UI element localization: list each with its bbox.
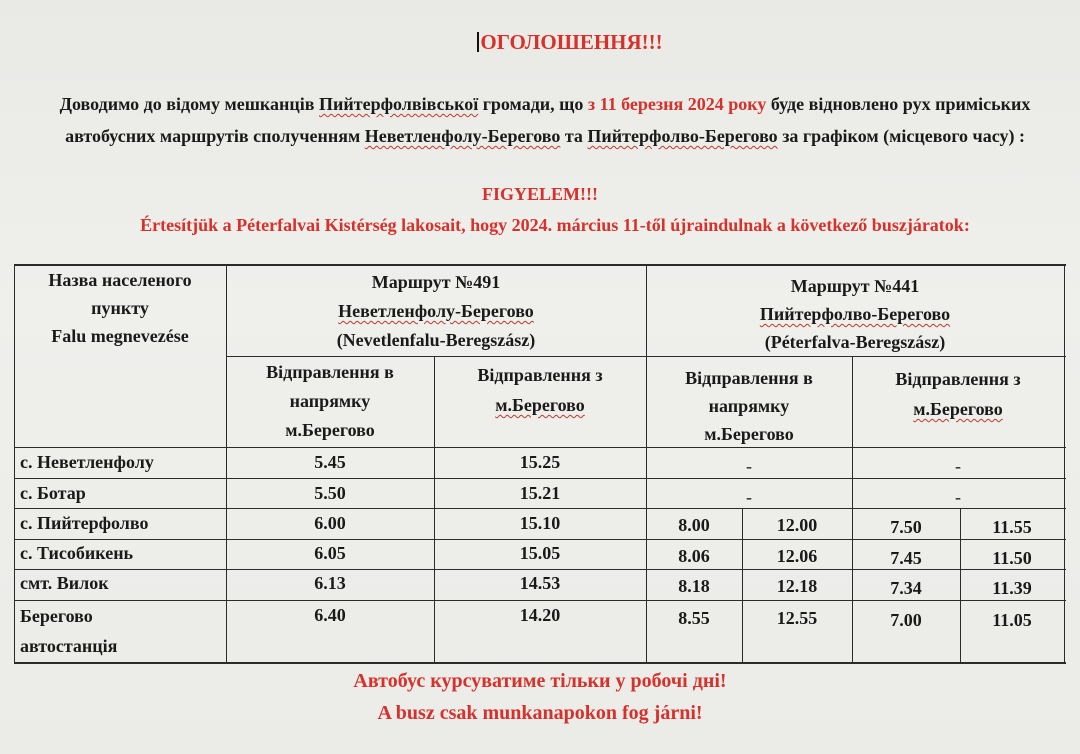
announcement-title: ОГОЛОШЕННЯ!!! <box>440 30 700 55</box>
r441-to-b: 12.06 <box>776 546 818 566</box>
start-date: з 11 березня 2024 року <box>587 94 767 114</box>
r491-to-header: Відправлення в напрямку м.Берегово <box>266 362 394 440</box>
row-name: Берегово автостанція <box>20 606 118 656</box>
r441-to-b: 12.18 <box>776 576 818 596</box>
r441-to-dash: - <box>746 487 752 507</box>
row-name: с. Пийтерфолво <box>20 513 149 533</box>
intro-paragraph: Доводимо до відому мешканців Пийтерфолвівської громади, що з 11 березня 2024 року буде відновлено рух приміських автобусних маршрутів сполученням Неветленфолу-Берегово та Пийтерфолво-Берегово за графіком (місцевого часу) : <box>59 94 1031 146</box>
r441-from-a: 7.50 <box>890 517 922 537</box>
route-441-header: Маршрут №441 Пийтерфолво-Берегово (Péterfalva-Beregszász) <box>759 276 951 352</box>
hu-title: FIGYELEM!!! <box>482 184 598 204</box>
r491-to: 5.50 <box>314 483 346 503</box>
r491-from: 15.25 <box>519 452 561 472</box>
community-name: Пийтерфолвівської <box>319 94 479 114</box>
r441-from-dash: - <box>955 456 961 476</box>
r441-to-a: 8.55 <box>678 608 710 628</box>
route-a-name: Неветленфолу-Берегово <box>364 126 561 146</box>
settlement-column-header: Назва населеного пункту Falu megnevezése <box>48 270 192 346</box>
r491-to: 6.13 <box>314 573 346 593</box>
r441-to-a: 8.06 <box>678 546 710 566</box>
hu-paragraph: Értesítjük a Péterfalvai Kistérség lakosait, hogy 2024. március 11-től újraindulnak a következő buszjáratok: <box>140 215 970 235</box>
r441-to-header: Відправлення в напрямку м.Берегово <box>685 368 813 444</box>
r491-to: 6.05 <box>314 543 346 563</box>
row-name: с. Тисобикень <box>20 543 134 563</box>
r441-from-a: 7.34 <box>890 578 922 598</box>
r441-from-b: 11.05 <box>992 610 1032 630</box>
route-b-name: Пийтерфолво-Берегово <box>587 126 778 146</box>
row-name: смт. Вилок <box>20 573 109 593</box>
r491-to: 5.45 <box>314 452 346 472</box>
r441-to-b: 12.00 <box>776 515 818 535</box>
r491-from: 15.05 <box>519 543 561 563</box>
r491-to: 6.00 <box>314 513 346 533</box>
r441-to-dash: - <box>746 456 752 476</box>
footer-ua: Автобус курсуватиме тільки у робочі дні! <box>353 670 727 692</box>
r491-from: 15.21 <box>519 483 561 503</box>
r491-from: 14.53 <box>519 573 561 593</box>
r441-from-b: 11.39 <box>992 578 1032 598</box>
r491-from-header: Відправлення з м.Берегово <box>477 365 603 415</box>
r441-from-dash: - <box>955 487 961 507</box>
r441-from-a: 7.45 <box>890 548 922 568</box>
row-name: с. Ботар <box>20 483 86 503</box>
r441-to-a: 8.18 <box>678 576 710 596</box>
r491-from: 14.20 <box>519 605 561 625</box>
footer-hu: A busz csak munkanapokon fog járni! <box>377 702 703 724</box>
route-491-header: Маршрут №491 Неветленфолу-Берегово (Nevetlenfalu-Beregszász) <box>336 272 536 350</box>
row-name: с. Неветленфолу <box>20 452 154 472</box>
r441-from-a: 7.00 <box>890 610 922 630</box>
r441-to-b: 12.55 <box>776 608 818 628</box>
r491-to: 6.40 <box>314 605 346 625</box>
r491-from: 15.10 <box>519 513 561 533</box>
r441-from-b: 11.50 <box>992 548 1032 568</box>
r441-from-header: Відправлення з м.Берегово <box>895 369 1021 419</box>
r441-to-a: 8.00 <box>678 515 710 535</box>
r441-from-b: 11.55 <box>992 517 1032 537</box>
